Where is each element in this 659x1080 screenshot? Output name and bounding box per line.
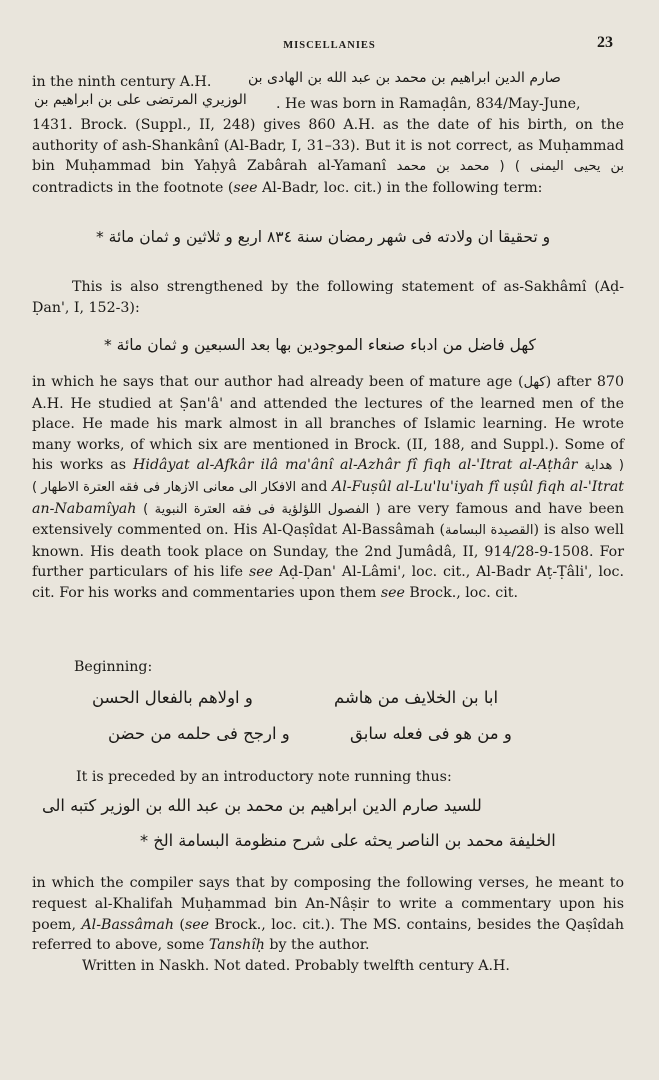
para1-body: 1431. Brock. (Suppl., II, 248) gives 860 A.H. as the date of his birth, on the authority of ash-Shankânî (Al-Badr, I, 31–33). But it is not correct, as Muḥammad bin Muḥammad bin Yaḥyâ Zabârah al-Yamanî ( محمد بن محمد بن يحيى اليمنى ) contradicts in the footnote (see Al-Badr, loc. cit.) in the following term: bbox=[32, 117, 624, 197]
verse1-left: و اولاهم بالفعال الحسن bbox=[92, 688, 253, 707]
para1-line2: . He was born in Ramaḍân, 834/May-June, bbox=[276, 96, 581, 112]
page-number: 23 bbox=[597, 34, 613, 51]
para4: It is preceded by an introductory note running thus: bbox=[76, 769, 452, 785]
verse2-right: و من هو فى فعله سابق bbox=[350, 724, 512, 743]
para6: Written in Naskh. Not dated. Probably twelfth century A.H. bbox=[82, 958, 510, 974]
para3: in which he says that our author had already been of mature age (كهل) after 870 A.H. He studied at Ṣan'â' and attended the lectures of the learned men of the place. He made his mark almost in all branches of Islamic learning. He wrote many works, of which six are mentioned in Brock. (II, 188, and Suppl.). Some of his works as Hidâyat al-Afkâr ilâ ma'ânî al-Azhâr fî fiqh al-'Itrat al-Aṭhâr ( هداية الافكار الى معانى الازهار فى فقه العترة الاطهار ) and Al-Fuṣûl al-Lu'lu'iyah fî uṣûl fiqh al-'Itrat an-Nabamîyah ( الفصول اللؤلؤية فى فقه العترة النبوية ) are very famous and have been extensively commented on. His Al-Qaṣîdat Al-Bassâmah (القصيدة البسامة) is also well known. His death took place on Sunday, the 2nd Jumâdâ, II, 914/28-9-1508. For further particulars of his life see Aḍ-Ḍan' Al-Lâmi', loc. cit., Al-Badr Aṭ-Ṭâli', loc. cit. For his works and commentaries upon them see Brock., loc. cit. bbox=[32, 374, 625, 601]
quote-arabic-1: و تحقيقا ان ولادته فى شهر رمضان سنة ٨٣٤ اربع و ثلاثين و ثمان مائة * bbox=[96, 228, 551, 246]
arabic-name-line1: صارم الدين ابراهيم بن محمد بن عبد الله بن الهادى بن bbox=[248, 70, 561, 86]
para1-line1: in the ninth century A.H. bbox=[32, 74, 212, 90]
intro-arabic-line1: للسيد صارم الدين ابراهيم بن محمد بن عبد الله بن الوزير كتبه الى bbox=[42, 796, 482, 815]
para2: This is also strengthened by the following statement of as-Sakhâmî (Aḍ-Ḍan', I, 152-3): bbox=[32, 279, 624, 316]
quote-arabic-2: كهل فاضل من ادباء صنعاء الموجودين بها بعد السبعين و ثمان مائة * bbox=[104, 336, 536, 354]
beginning-label: Beginning: bbox=[74, 659, 153, 675]
verse1-right: ابا بن الخلايف من هاشم bbox=[334, 688, 499, 707]
verse2-left: و ارجح فى حلمه من حضن bbox=[108, 724, 290, 743]
intro-arabic-line2: الخليفة محمد بن الناصر يحثه على شرح منظومة البسامة الخ * bbox=[140, 831, 556, 850]
arabic-name-line2: الوزيري المرتضى على بن ابراهيم بن bbox=[34, 92, 247, 108]
running-header: MISCELLANIES bbox=[283, 40, 376, 51]
para5: in which the compiler says that by composing the following verses, he meant to request al-Khalifah Muḥammad bin An-Nâṣir to write a commentary upon his poem, Al-Bassâmah (see Brock., loc. cit.). The MS. contains, besides the Qaṣîdah referred to above, some Tanshîḥ by the author. bbox=[32, 875, 625, 954]
